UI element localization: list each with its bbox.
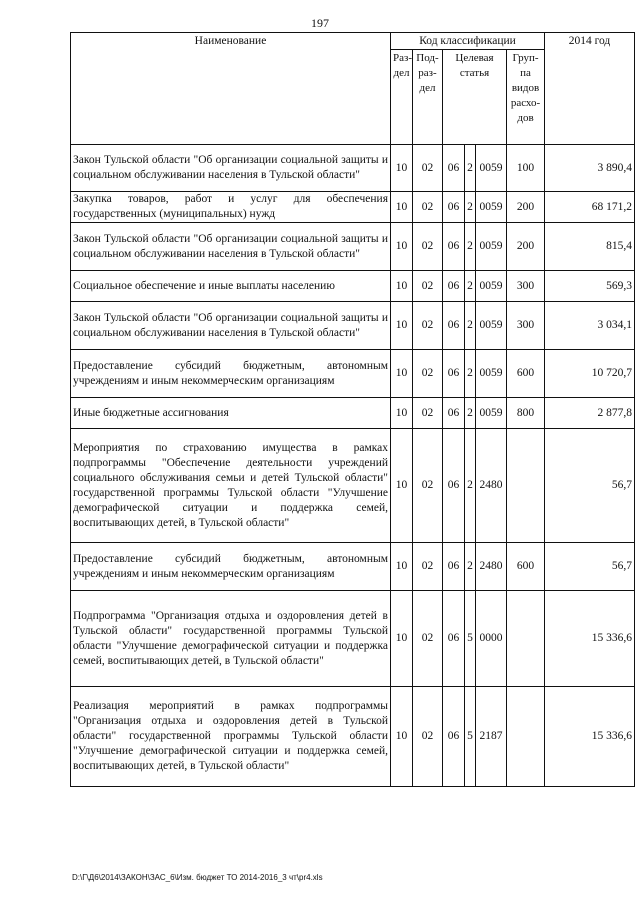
row-expense-group-code <box>507 429 545 543</box>
row-section-code: 10 <box>391 192 413 223</box>
page-number: 197 <box>311 16 329 30</box>
subsection-header: Под-раз-дел <box>413 50 443 145</box>
table-row <box>71 302 635 350</box>
table-row <box>71 223 635 271</box>
row-section-code: 10 <box>391 429 413 543</box>
row-target-article-part3: 2187 <box>476 687 507 787</box>
row-name: Социальное обеспечение и иные выплаты населению <box>71 271 391 302</box>
table-body <box>71 145 635 787</box>
table-row <box>71 192 635 223</box>
row-subsection-code: 02 <box>413 192 443 223</box>
row-target-article-part2: 2 <box>465 398 476 429</box>
row-target-article-part2: 5 <box>465 687 476 787</box>
row-target-article-part1: 06 <box>443 302 465 350</box>
row-target-article-part2: 2 <box>465 192 476 223</box>
row-expense-group-code: 200 <box>507 223 545 271</box>
table-row <box>71 271 635 302</box>
row-target-article-part1: 06 <box>443 271 465 302</box>
row-name: Иные бюджетные ассигнования <box>71 398 391 429</box>
row-target-article-part2: 2 <box>465 302 476 350</box>
row-target-article-part3: 0059 <box>476 192 507 223</box>
row-target-article-part3: 0059 <box>476 398 507 429</box>
file-path-footer: D:\Г\Д6\2014\ЗАКОН\ЗАС_6\Изм. бюджет ТО 2014-2016_3 чт\pr4.xls <box>72 873 323 882</box>
row-amount: 10 720,7 <box>545 350 635 398</box>
row-subsection-code: 02 <box>413 591 443 687</box>
row-target-article-part1: 06 <box>443 398 465 429</box>
row-amount: 3 034,1 <box>545 302 635 350</box>
row-target-article-part3: 2480 <box>476 429 507 543</box>
row-section-code: 10 <box>391 591 413 687</box>
row-section-code: 10 <box>391 145 413 192</box>
row-name: Закон Тульской области "Об организации социальной защиты и социальном обслуживании населения в Тульской области" <box>71 302 391 350</box>
row-amount: 3 890,4 <box>545 145 635 192</box>
row-expense-group-code <box>507 687 545 787</box>
row-amount: 68 171,2 <box>545 192 635 223</box>
row-amount: 56,7 <box>545 429 635 543</box>
row-subsection-code: 02 <box>413 271 443 302</box>
row-target-article-part1: 06 <box>443 145 465 192</box>
name-column-header: Наименование <box>71 33 391 145</box>
row-expense-group-code: 600 <box>507 543 545 591</box>
row-target-article-part2: 5 <box>465 591 476 687</box>
budget-table <box>70 32 635 787</box>
row-section-code: 10 <box>391 350 413 398</box>
row-expense-group-code <box>507 591 545 687</box>
year-column-header: 2014 год <box>545 33 635 145</box>
row-name: Закон Тульской области "Об организации социальной защиты и социальном обслуживании населения в Тульской области" <box>71 223 391 271</box>
row-amount: 2 877,8 <box>545 398 635 429</box>
row-subsection-code: 02 <box>413 302 443 350</box>
expense-group-header: Груп-па видов расхо-дов <box>507 50 545 145</box>
row-section-code: 10 <box>391 543 413 591</box>
table-row <box>71 398 635 429</box>
row-name: Реализация мероприятий в рамках подпрограммы "Организация отдыха и оздоровления детей в Тульской области" государственной программы Тульской области "Улучшение демографической ситуации и поддержка семей, воспитывающих детей, в Тульской области" <box>71 687 391 787</box>
row-subsection-code: 02 <box>413 398 443 429</box>
table-row <box>71 591 635 687</box>
row-expense-group-code: 800 <box>507 398 545 429</box>
row-name: Подпрограмма "Организация отдыха и оздоровления детей в Тульской области" государственной программы Тульской области "Улучшение демографической ситуации и поддержка семей, воспитывающих детей, в Тульской области" <box>71 591 391 687</box>
row-subsection-code: 02 <box>413 687 443 787</box>
row-target-article-part1: 06 <box>443 223 465 271</box>
row-section-code: 10 <box>391 687 413 787</box>
row-target-article-part2: 2 <box>465 543 476 591</box>
row-target-article-part2: 2 <box>465 271 476 302</box>
row-target-article-part2: 2 <box>465 350 476 398</box>
row-amount: 15 336,6 <box>545 687 635 787</box>
section-header: Раз-дел <box>391 50 413 145</box>
row-subsection-code: 02 <box>413 223 443 271</box>
row-name: Мероприятия по страхованию имущества в рамках подпрограммы "Обеспечение деятельности учреждений социального обслуживания семьи и детей Тульской области" государственной программы Тульской области "Улучшение демографической ситуации и поддержка семей, воспитывающих детей, в Тульской области" <box>71 429 391 543</box>
row-section-code: 10 <box>391 398 413 429</box>
row-target-article-part3: 0000 <box>476 591 507 687</box>
row-amount: 569,3 <box>545 271 635 302</box>
table-row <box>71 543 635 591</box>
table-row <box>71 350 635 398</box>
row-expense-group-code: 200 <box>507 192 545 223</box>
table-row <box>71 429 635 543</box>
row-expense-group-code: 300 <box>507 302 545 350</box>
row-target-article-part1: 06 <box>443 543 465 591</box>
row-target-article-part1: 06 <box>443 350 465 398</box>
row-target-article-part3: 0059 <box>476 145 507 192</box>
row-amount: 815,4 <box>545 223 635 271</box>
row-expense-group-code: 600 <box>507 350 545 398</box>
row-section-code: 10 <box>391 271 413 302</box>
row-amount: 15 336,6 <box>545 591 635 687</box>
row-target-article-part1: 06 <box>443 192 465 223</box>
row-name: Предоставление субсидий бюджетным, автономным учреждениям и иным некоммерческим организациям <box>71 350 391 398</box>
row-target-article-part3: 0059 <box>476 302 507 350</box>
row-subsection-code: 02 <box>413 350 443 398</box>
row-expense-group-code: 100 <box>507 145 545 192</box>
row-target-article-part3: 2480 <box>476 543 507 591</box>
row-expense-group-code: 300 <box>507 271 545 302</box>
row-subsection-code: 02 <box>413 543 443 591</box>
row-target-article-part1: 06 <box>443 429 465 543</box>
row-section-code: 10 <box>391 223 413 271</box>
row-name: Закупка товаров, работ и услуг для обеспечения государственных (муниципальных) нужд <box>71 192 391 223</box>
row-amount: 56,7 <box>545 543 635 591</box>
classification-header: Код классификации <box>391 33 545 50</box>
table-row <box>71 687 635 787</box>
row-name: Предоставление субсидий бюджетным, автономным учреждениям и иным некоммерческим организациям <box>71 543 391 591</box>
table-row <box>71 145 635 192</box>
row-section-code: 10 <box>391 302 413 350</box>
row-subsection-code: 02 <box>413 429 443 543</box>
row-target-article-part2: 2 <box>465 429 476 543</box>
row-target-article-part3: 0059 <box>476 350 507 398</box>
row-target-article-part1: 06 <box>443 687 465 787</box>
row-target-article-part1: 06 <box>443 591 465 687</box>
row-target-article-part3: 0059 <box>476 271 507 302</box>
target-article-header: Целевая статья <box>443 50 507 145</box>
row-name: Закон Тульской области "Об организации социальной защиты и социальном обслуживании населения в Тульской области" <box>71 145 391 192</box>
row-target-article-part2: 2 <box>465 223 476 271</box>
row-target-article-part3: 0059 <box>476 223 507 271</box>
row-target-article-part2: 2 <box>465 145 476 192</box>
row-subsection-code: 02 <box>413 145 443 192</box>
